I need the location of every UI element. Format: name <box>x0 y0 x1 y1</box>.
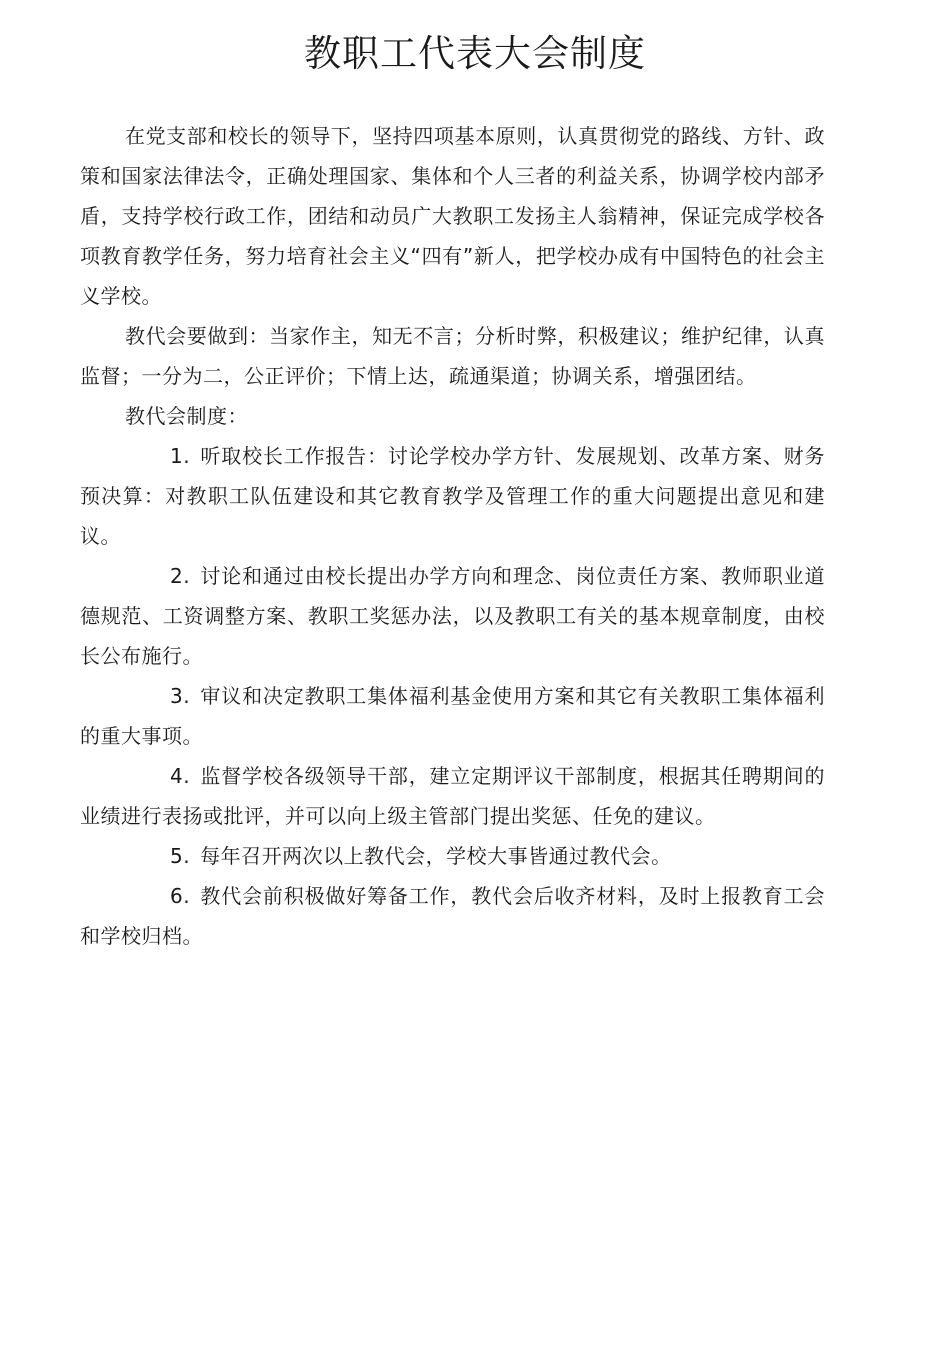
item-text: 讨论和通过由校长提出办学方向和理念、岗位责任方案、教师职业道德规范、工资调整方案、教职工奖惩办法，以及教职工有关的基本规章制度，由校长公布施行。 <box>80 564 825 668</box>
document-body <box>80 116 825 956</box>
list-item <box>80 756 825 836</box>
item-text: 教代会前积极做好筹备工作，教代会后收齐材料，及时上报教育工会和学校归档。 <box>80 884 825 948</box>
item-number: 5. <box>170 844 191 868</box>
item-number: 4. <box>170 764 191 788</box>
item-text: 每年召开两次以上教代会，学校大事皆通过教代会。 <box>200 844 672 868</box>
document-title: 教职工代表大会制度 <box>304 32 646 75</box>
item-number: 6. <box>170 884 191 908</box>
item-text: 听取校长工作报告：讨论学校办学方针、发展规划、改革方案、财务预决算：对教职工队伍建设和其它教育教学及管理工作的重大问题提出意见和建议。 <box>80 444 825 548</box>
list-item <box>80 876 825 956</box>
list-item <box>80 436 825 556</box>
list-item <box>80 836 825 876</box>
intro-paragraph: 在党支部和校长的领导下，坚持四项基本原则，认真贯彻党的路线、方针、政策和国家法律法令，正确处理国家、集体和个人三者的利益关系，协调学校内部矛盾，支持学校行政工作，团结和动员广大教职工发扬主人翁精神，保证完成学校各项教育教学任务，努力培育社会主义“四有”新人，把学校办成有中国特色的社会主义学校。 <box>80 124 825 308</box>
item-number: 2. <box>170 564 191 588</box>
system-heading: 教代会制度： <box>125 404 248 428</box>
item-text: 监督学校各级领导干部，建立定期评议干部制度，根据其任聘期间的业绩进行表扬或批评，并可以向上级主管部门提出奖惩、任免的建议。 <box>80 764 825 828</box>
item-number: 1. <box>170 444 191 468</box>
item-number: 3. <box>170 684 191 708</box>
requirements-paragraph: 教代会要做到：当家作主，知无不言；分析时弊，积极建议；维护纪律，认真监督；一分为二，公正评价；下情上达，疏通渠道；协调关系，增强团结。 <box>80 324 825 388</box>
item-text: 审议和决定教职工集体福利基金使用方案和其它有关教职工集体福利的重大事项。 <box>80 684 825 748</box>
list-item <box>80 556 825 676</box>
list-item <box>80 676 825 756</box>
